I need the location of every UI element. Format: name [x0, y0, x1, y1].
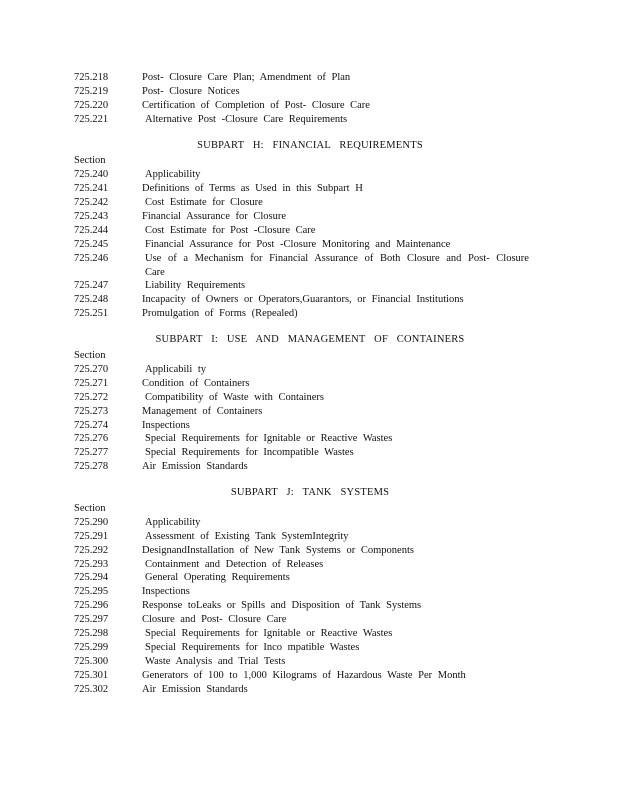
section-title: Special Requirements for Ignitable or Reactive Wastes: [145, 433, 393, 445]
toc-entry: [0, 293, 618, 307]
section-number: 725.219: [74, 85, 109, 97]
toc-entry: [0, 460, 618, 474]
toc-entry: [0, 613, 618, 627]
section-number: 725.220: [74, 99, 109, 111]
section-title: Post- Closure Care Plan; Amendment of Plan: [142, 72, 351, 83]
section-number: 725.291: [74, 530, 109, 542]
section-title: Response toLeaks or Spills and Disposition of Tank Systems: [142, 600, 422, 612]
section-number: 725.277: [74, 447, 109, 459]
section-number: 725.296: [74, 600, 109, 612]
toc-entry: [0, 85, 618, 99]
section-title: Inspections: [142, 586, 190, 598]
subpart-heading: SUBPART H: FINANCIAL REQUIREMENTS: [197, 139, 423, 151]
section-label: Section: [74, 502, 106, 514]
toc-entry: [0, 558, 618, 572]
section-number: 725.274: [74, 419, 109, 431]
section-title: Definitions of Terms as Used in this Subpart H: [142, 183, 363, 195]
toc-entry: [0, 530, 618, 544]
toc-entry: [0, 224, 618, 238]
section-title: Post- Closure Notices: [142, 85, 240, 97]
toc-entry: [0, 168, 618, 182]
toc-entry: [0, 419, 618, 433]
section-title: Compatibility of Waste with Containers: [145, 391, 324, 403]
section-title: Alternative Post -Closure Care Requirements: [145, 113, 348, 125]
toc-entry: [0, 279, 618, 293]
section-title: Special Requirements for Inco mpatible Wastes: [145, 641, 360, 653]
toc-entry: [0, 641, 618, 655]
section-label-row: [0, 154, 618, 168]
section-title: Condition of Containers: [142, 377, 250, 389]
section-number: 725.273: [74, 405, 109, 417]
section-number: 725.240: [74, 169, 109, 181]
section-number: 725.243: [74, 211, 109, 223]
toc-entry: [0, 516, 618, 530]
section-number: 725.294: [74, 572, 109, 584]
toc-entry: [0, 544, 618, 558]
toc-entry: [0, 585, 618, 599]
section-title: Air Emission Standards: [142, 683, 248, 695]
toc-entry: [0, 210, 618, 224]
section-title: Applicability: [145, 516, 201, 528]
toc-entry: [0, 71, 618, 85]
section-title: Applicabili ty: [145, 363, 207, 375]
section-number: 725.300: [74, 655, 109, 667]
subpart-heading: SUBPART J: TANK SYSTEMS: [230, 487, 390, 499]
section-number: 725.251: [74, 308, 109, 320]
section-number: 725.242: [74, 197, 109, 209]
toc-entry: [0, 391, 618, 405]
section-number: 725.276: [74, 433, 109, 445]
toc-entry: [0, 238, 618, 252]
toc-entry: [0, 377, 618, 391]
toc-entry: [0, 182, 618, 196]
section-number: 725.295: [74, 586, 109, 598]
section-title: Air Emission Standards: [142, 461, 248, 473]
toc-entry: [0, 599, 618, 613]
toc-entry: [0, 627, 618, 641]
toc-entry: [0, 405, 618, 419]
section-number: 725.297: [74, 614, 109, 626]
section-label: Section: [74, 155, 106, 167]
section-number: 725.245: [74, 238, 109, 250]
section-number: 725.241: [74, 183, 109, 195]
section-title: Cost Estimate for Closure: [145, 197, 263, 209]
section-number: 725.299: [74, 641, 109, 653]
toc-entry: [0, 252, 618, 280]
section-title: Applicability: [145, 169, 201, 181]
section-title: Promulgation of Forms (Repealed): [142, 308, 298, 320]
section-number: 725.270: [74, 363, 109, 375]
section-number: 725.293: [74, 558, 109, 570]
section-title: Cost Estimate for Post -Closure Care: [145, 224, 316, 236]
section-title: Generators of 100 to 1,000 Kilograms of Hazardous Waste Per Month: [142, 669, 466, 681]
section-number: 725.221: [74, 113, 109, 125]
section-number: 725.278: [74, 461, 109, 473]
toc-entry: [0, 432, 618, 446]
subpart-heading: SUBPART I: USE AND MANAGEMENT OF CONTAINERS: [155, 334, 465, 346]
section-title: Closure and Post- Closure Care: [142, 614, 287, 626]
section-number: 725.248: [74, 294, 109, 306]
section-title: Inspections: [142, 419, 190, 431]
toc-entry: [0, 363, 618, 377]
section-title: Use of a Mechanism for Financial Assurance of Both Closure and Post- Closure Care: [145, 252, 529, 278]
section-number: 725.246: [74, 252, 109, 264]
toc-entry: [0, 196, 618, 210]
section-title: General Operating Requirements: [145, 572, 290, 584]
toc-entry: [0, 113, 618, 127]
section-title: Liability Requirements: [145, 280, 246, 292]
section-title: Special Requirements for Incompatible Wastes: [145, 447, 354, 459]
section-number: 725.218: [74, 72, 109, 83]
toc-entry: [0, 571, 618, 585]
toc-entry: [0, 683, 618, 697]
toc-entry: [0, 669, 618, 683]
section-number: 725.272: [74, 391, 109, 403]
section-number: 725.244: [74, 224, 109, 236]
section-number: 725.292: [74, 544, 109, 556]
section-title: Containment and Detection of Releases: [145, 558, 324, 570]
section-number: 725.290: [74, 516, 109, 528]
section-number: 725.247: [74, 280, 109, 292]
toc-entry: [0, 446, 618, 460]
section-title: Financial Assurance for Closure: [142, 211, 287, 223]
section-label-row: [0, 349, 618, 363]
section-number: 725.302: [74, 683, 109, 695]
section-title: Waste Analysis and Trial Tests: [145, 655, 286, 667]
section-number: 725.301: [74, 669, 109, 681]
section-label-row: [0, 502, 618, 516]
document-body: [0, 71, 618, 696]
toc-entry: [0, 307, 618, 321]
section-label: Section: [74, 350, 106, 362]
section-title: Incapacity of Owners or Operators,Guarantors, or Financial Institutions: [142, 294, 464, 306]
section-title: DesignandInstallation of New Tank Systems or Components: [142, 544, 414, 556]
section-title: Management of Containers: [142, 405, 263, 417]
toc-entry: [0, 99, 618, 113]
section-title: Certification of Completion of Post- Closure Care: [142, 99, 370, 111]
section-number: 725.271: [74, 377, 109, 389]
section-title: Financial Assurance for Post -Closure Monitoring and Maintenance: [145, 238, 451, 250]
section-number: 725.298: [74, 627, 109, 639]
toc-entry: [0, 655, 618, 669]
section-title: Assessment of Existing Tank SystemIntegrity: [145, 530, 349, 542]
section-title: Special Requirements for Ignitable or Reactive Wastes: [145, 627, 393, 639]
